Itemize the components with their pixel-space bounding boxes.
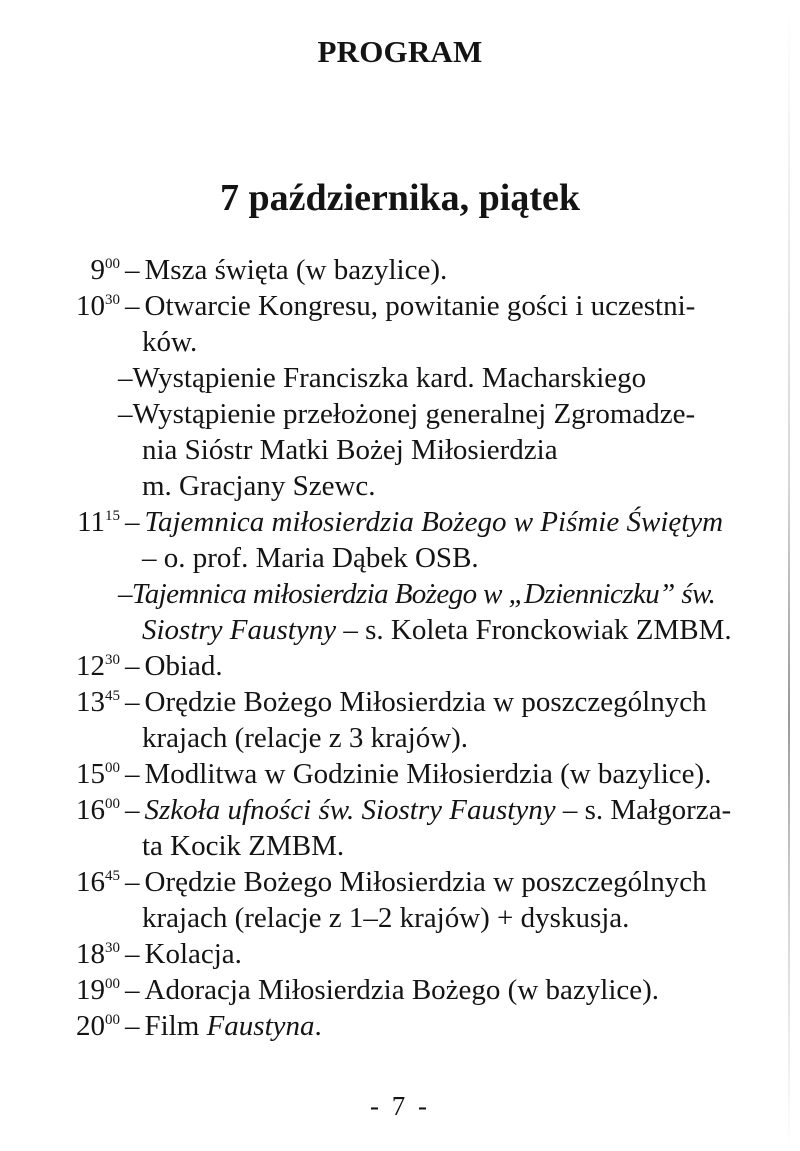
entry-text: – s. Małgorza- (555, 794, 732, 826)
schedule-line: $16^{00}$ – Szkoła ufności św. Siostry Faustyny – s. Małgorza- (0, 792, 731, 828)
continuation-line: krajach (relacje z 3 krajów). (142, 722, 469, 754)
entry-title-italic: Szkoła ufności św. Siostry Faustyny (144, 794, 556, 826)
time-label: $16^{45}$ (76, 866, 120, 898)
schedule-line: $15^{00}$ – Modlitwa w Godzinie Miłosierdzia (w bazylice). (0, 756, 711, 792)
time-label: $16^{00}$ (76, 794, 120, 826)
entry-title-italic: Tajemnica miłosierdzia Bożego w Piśmie Świętym (144, 506, 724, 538)
entry-text: Modlitwa w Godzinie Miłosierdzia (w bazylice). (144, 758, 712, 790)
schedule-line: $9^{00}$ – Msza święta (w bazylice). (0, 252, 447, 288)
entry-text: Obiad. (144, 650, 223, 682)
entry-text: Orędzie Bożego Miłosierdzia w poszczególnych (144, 686, 707, 718)
scan-edge-shadow (788, 0, 790, 1151)
time-label: $18^{30}$ (76, 938, 120, 970)
page-number: - 7 - (370, 1091, 430, 1121)
time-label: $12^{30}$ (76, 650, 120, 682)
entry-text: Otwarcie Kongresu, powitanie gości i uczestni- (144, 290, 696, 322)
entry-text: Adoracja Miłosierdzia Bożego (w bazylice). (144, 974, 660, 1006)
schedule-line: $20^{00}$ – Film Faustyna. (0, 1008, 322, 1044)
entry-title-italic: Tajemnica miłosierdzia Bożego w „Dzienniczku” św. (131, 578, 716, 610)
date-heading: 7 października, piątek (220, 177, 580, 219)
entry-text: Kolacja. (144, 938, 242, 970)
entry-text: Orędzie Bożego Miłosierdzia w poszczególnych (144, 866, 707, 898)
sub-entry-line: –Wystąpienie przełożonej generalnej Zgromadze- (118, 398, 696, 430)
time-label: $9^{00}$ (90, 254, 120, 286)
continuation-line: krajach (relacje z 1–2 krajów) + dyskusja. (142, 902, 630, 934)
continuation-line: ków. (142, 326, 198, 358)
sub-entry-line: –Tajemnica miłosierdzia Bożego w „Dzienniczku” św. (118, 578, 716, 610)
entry-text: Wystąpienie Franciszka kard. Macharskiego (132, 362, 647, 394)
time-label: $15^{00}$ (76, 758, 120, 790)
schedule-line: $12^{30}$ – Obiad. (0, 648, 223, 684)
schedule-line: $18^{30}$ – Kolacja. (0, 936, 242, 972)
program-title: PROGRAM (317, 34, 483, 69)
schedule-line: $16^{45}$ – Orędzie Bożego Miłosierdzia w poszczególnych (0, 864, 707, 900)
continuation-line: nia Sióstr Matki Bożej Miłosierdzia (142, 434, 558, 466)
time-label: $19^{00}$ (76, 974, 120, 1006)
schedule-line: $11^{15}$ – Tajemnica miłosierdzia Bożego w Piśmie Świętym (0, 504, 723, 540)
entry-text: Msza święta (w bazylice). (144, 254, 448, 286)
time-label: $20^{00}$ (76, 1010, 120, 1042)
schedule-line: $13^{45}$ – Orędzie Bożego Miłosierdzia w poszczególnych (0, 684, 707, 720)
entry-text: Wystąpienie przełożonej generalnej Zgromadze- (132, 398, 696, 430)
entry-title-italic: Siostry Faustyny (142, 614, 337, 646)
schedule-line: $19^{00}$ – Adoracja Miłosierdzia Bożego (w bazylice). (0, 972, 659, 1008)
time-label: $11^{15}$ (77, 506, 120, 538)
continuation-line: m. Gracjany Szewc. (142, 470, 376, 502)
time-label: $10^{30}$ (76, 290, 120, 322)
film-title-italic: Faustyna (206, 1010, 315, 1042)
sub-entry-line: –Wystąpienie Franciszka kard. Macharskiego (118, 362, 647, 394)
continuation-line: – o. prof. Maria Dąbek OSB. (142, 542, 479, 574)
continuation-line: ta Kocik ZMBM. (142, 830, 345, 862)
schedule-line: $10^{30}$ – Otwarcie Kongresu, powitanie gości i uczestni- (0, 288, 695, 324)
time-label: $13^{45}$ (76, 686, 120, 718)
entry-text: Film (144, 1010, 207, 1042)
continuation-line (142, 612, 732, 648)
entry-text: – s. Koleta Fronckowiak ZMBM. (336, 614, 732, 646)
